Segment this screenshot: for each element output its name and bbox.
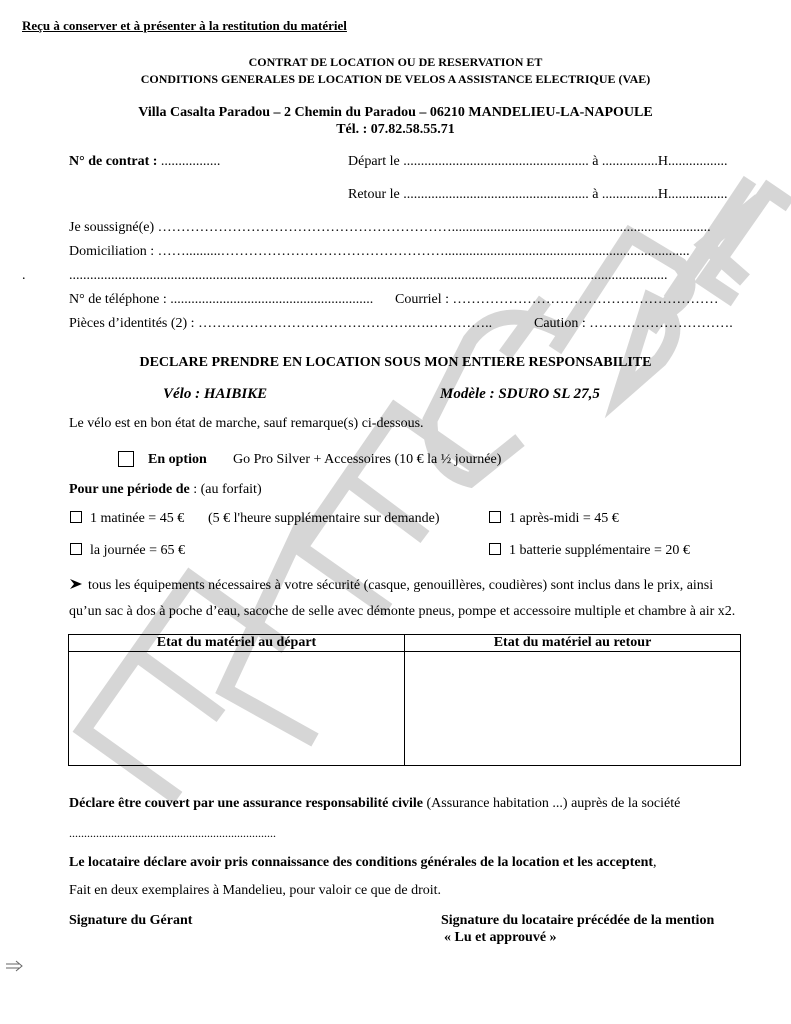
manager-signature-label: Signature du Gérant — [69, 913, 193, 928]
insurance-statement — [69, 796, 680, 812]
made-in-duplicate: Fait en deux exemplaires à Mandelieu, pour valoir ce que de droit. — [69, 883, 442, 898]
afternoon-label: 1 après-midi = 45 € — [509, 511, 619, 526]
period-label: Pour une période de — [69, 482, 190, 497]
acceptance-bold: Le locataire déclare avoir pris connaissance des conditions générales de la location et les acceptent — [69, 855, 654, 870]
morning-option — [70, 511, 184, 527]
stray-dot: . — [22, 268, 26, 283]
bike-model: Modèle : SDURO SL 27,5 — [440, 386, 600, 402]
renter-signature-label-line2: « Lu et approuvé » — [444, 930, 557, 945]
return-field: Retour le ..................................................... à ................H................. — [348, 187, 728, 202]
acceptance-statement — [69, 855, 657, 871]
day-label: la journée = 65 € — [90, 543, 185, 558]
battery-label: 1 batterie supplémentaire = 20 € — [509, 543, 690, 558]
id-documents-field: Pièces d’identités (2) : ……………………………………….….………….. — [69, 316, 493, 331]
state-return-cell[interactable] — [405, 652, 741, 766]
day-checkbox[interactable] — [70, 543, 82, 555]
morning-label: 1 matinée = 45 € — [90, 511, 185, 526]
option-gopro-text: Go Pro Silver + Accessoires (10 € la ½ journée) — [233, 452, 502, 467]
state-depart-header: Etat du matériel au départ — [69, 635, 405, 652]
equipment-line1 — [69, 578, 713, 594]
contract-number-label: N° de contrat : — [69, 154, 158, 169]
renter-address-continued: ........................................................................................................................................................................... — [69, 268, 668, 283]
day-option — [70, 543, 185, 559]
morning-extra-hour-note: (5 € l'heure supplémentaire sur demande) — [208, 511, 440, 526]
renter-signature-label-line1: Signature du locataire précédée de la mention — [441, 913, 715, 928]
afternoon-checkbox[interactable] — [489, 511, 501, 523]
renter-email-field: Courriel : ………………………………………………… — [395, 292, 719, 307]
insurance-rest: (Assurance habitation ...) auprès de la société — [422, 796, 681, 811]
option-row — [118, 451, 134, 470]
equipment-line2: qu’un sac à dos à poche d’eau, sacoche de selle avec démonte pneus, pompe et accessoire multiple et chambre à air x2. — [69, 604, 736, 619]
option-checkbox[interactable] — [118, 451, 134, 467]
departure-field: Départ le ..................................................... à ................H................. — [348, 154, 728, 169]
afternoon-option — [489, 511, 619, 527]
renter-phone-field: N° de téléphone : .......................................................... — [69, 292, 374, 307]
insurance-company-field: ..................................................................... — [69, 826, 276, 840]
receipt-note: Reçu à conserver et à présenter à la restitution du matériel — [22, 18, 347, 33]
state-depart-cell[interactable] — [69, 652, 405, 766]
bike-brand: Vélo : HAIBIKE — [163, 386, 268, 402]
morning-checkbox[interactable] — [70, 511, 82, 523]
equipment-text-line1: tous les équipements nécessaires à votre sécurité (casque, genouillères, coudières) sont inclus dans le prix, ainsi — [88, 578, 714, 593]
deposit-field: Caution : …………………………. — [534, 316, 733, 331]
acceptance-comma: , — [653, 855, 657, 870]
arrow-bullet-icon — [69, 578, 83, 590]
page-marker-icon — [5, 960, 25, 972]
company-phone: Tél. : 07.82.58.55.71 — [336, 122, 455, 137]
equipment-state-table — [68, 634, 741, 766]
company-address: Villa Casalta Paradou – 2 Chemin du Paradou – 06210 MANDELIEU-LA-NAPOULE — [138, 105, 653, 120]
bike-condition-note: Le vélo est en bon état de marche, sauf remarque(s) ci-dessous. — [69, 416, 424, 431]
contract-number-field: ................. — [157, 154, 221, 169]
battery-checkbox[interactable] — [489, 543, 501, 555]
battery-option — [489, 543, 690, 559]
contract-number — [69, 154, 220, 170]
renter-name-field: Je soussigné(e) ……………………………………………………….......................................................................... — [69, 220, 711, 235]
period-heading — [69, 482, 262, 498]
insurance-bold: Déclare être couvert par une assurance responsabilité civile — [69, 796, 423, 811]
period-suffix: : (au forfait) — [189, 482, 262, 497]
contract-title-line1: CONTRAT DE LOCATION OU DE RESERVATION ET — [248, 55, 543, 69]
contract-title-line2: CONDITIONS GENERALES DE LOCATION DE VELOS A ASSISTANCE ELECTRIQUE (VAE) — [140, 72, 651, 86]
renter-address-field: Domiciliation : ……..........…………………………………………...................................................................... — [69, 244, 690, 259]
responsibility-declaration: DECLARE PRENDRE EN LOCATION SOUS MON ENTIERE RESPONSABILITE — [139, 355, 652, 370]
state-return-header: Etat du matériel au retour — [405, 635, 741, 652]
option-label: En option — [148, 452, 207, 467]
